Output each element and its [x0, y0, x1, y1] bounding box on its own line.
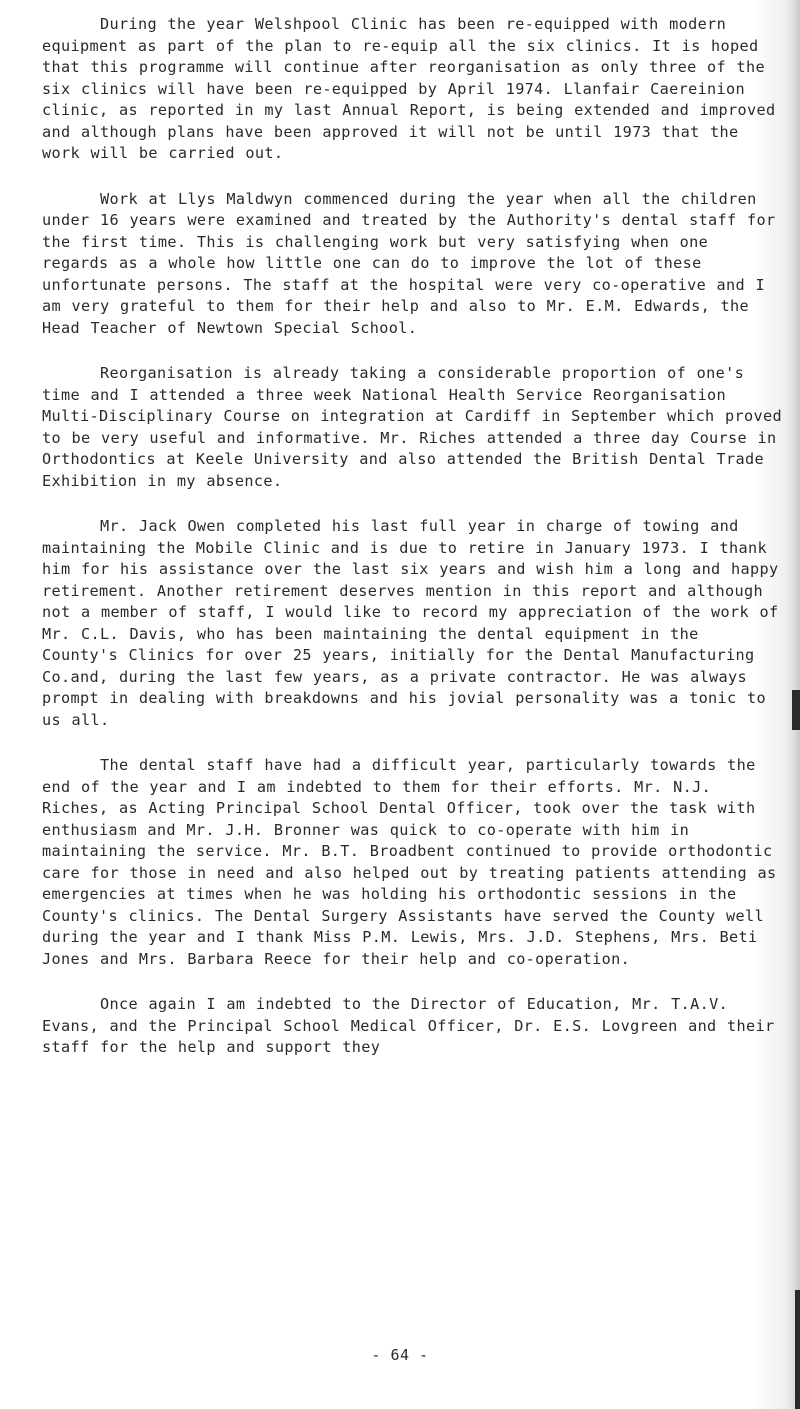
paragraph-llys-maldwyn: Work at Llys Maldwyn commenced during the year when all the children under 16 years were examined and treated by the Authority's dental staff for the first time. This is challenging work but very satisfying when one regards as a whole how little one can do to improve the lot of these unfortunate persons. The staff at the hospital were very co-operative and I am very grateful to them for their help and also to Mr. E.M. Edwards, the Head Teacher of Newtown Special School. [42, 189, 776, 337]
paragraph-clinic-re-equipment: During the year Welshpool Clinic has been re-equipped with modern equipment as part of the plan to re-equip all the six clinics. It is hoped that this programme will continue after reorganisation as only three of the six clinics will have been re-equipped by April 1974. Llanfair Caereinion clinic, as reported in my last Annual Report, is being extended and improved and although plans have been approved it will not be until 1973 that the work will be carried out. [42, 15, 776, 162]
paragraph-retirements: Mr. Jack Owen completed his last full year in charge of towing and maintaining the Mobile Clinic and is due to retire in January 1973. I thank him for his assistance over the last six years and wish him a long and happy retirement. Another retirement deserves mention in this report and although not a member of staff, I would like to record my appreciation of the work of Mr. C.L. Davis, who has been maintaining the dental equipment in the County's Clinics for over 25 years, initially for the Dental Manufacturing Co.and, during the last few years, as a private contractor. He was always prompt in dealing with breakdowns and his jovial personality was a tonic to us all. [42, 517, 779, 729]
page-number: - 64 - [371, 1346, 429, 1364]
report-body [42, 14, 782, 1083]
scan-edge-mark [792, 690, 800, 730]
paragraph-acknowledgements: Once again I am indebted to the Director of Education, Mr. T.A.V. Evans, and the Principal School Medical Officer, Dr. E.S. Lovgreen and their staff for the help and support they [42, 995, 775, 1056]
paragraph-reorganisation: Reorganisation is already taking a considerable proportion of one's time and I attended a three week National Health Service Reorganisation Multi-Disciplinary Course on integration at Cardiff in September which proved to be very useful and informative. Mr. Riches attended a three day Course in Orthodontics at Keele University and also attended the British Dental Trade Exhibition in my absence. [42, 364, 783, 490]
paragraph-dental-staff: The dental staff have had a difficult year, particularly towards the end of the year and I am indebted to them for their efforts. Mr. N.J. Riches, as Acting Principal School Dental Officer, took over the task with enthusiasm and Mr. J.H. Bronner was quick to co-operate with him in maintaining the service. Mr. B.T. Broadbent continued to provide orthodontic care for those in need and also helped out by treating patients attending as emergencies at times when he was holding his orthodontic sessions in the County's clinics. The Dental Surgery Assistants have served the County well during the year and I thank Miss P.M. Lewis, Mrs. J.D. Stephens, Mrs. Beti Jones and Mrs. Barbara Reece for their help and co-operation. [42, 756, 777, 968]
scan-edge-mark [795, 1290, 800, 1409]
